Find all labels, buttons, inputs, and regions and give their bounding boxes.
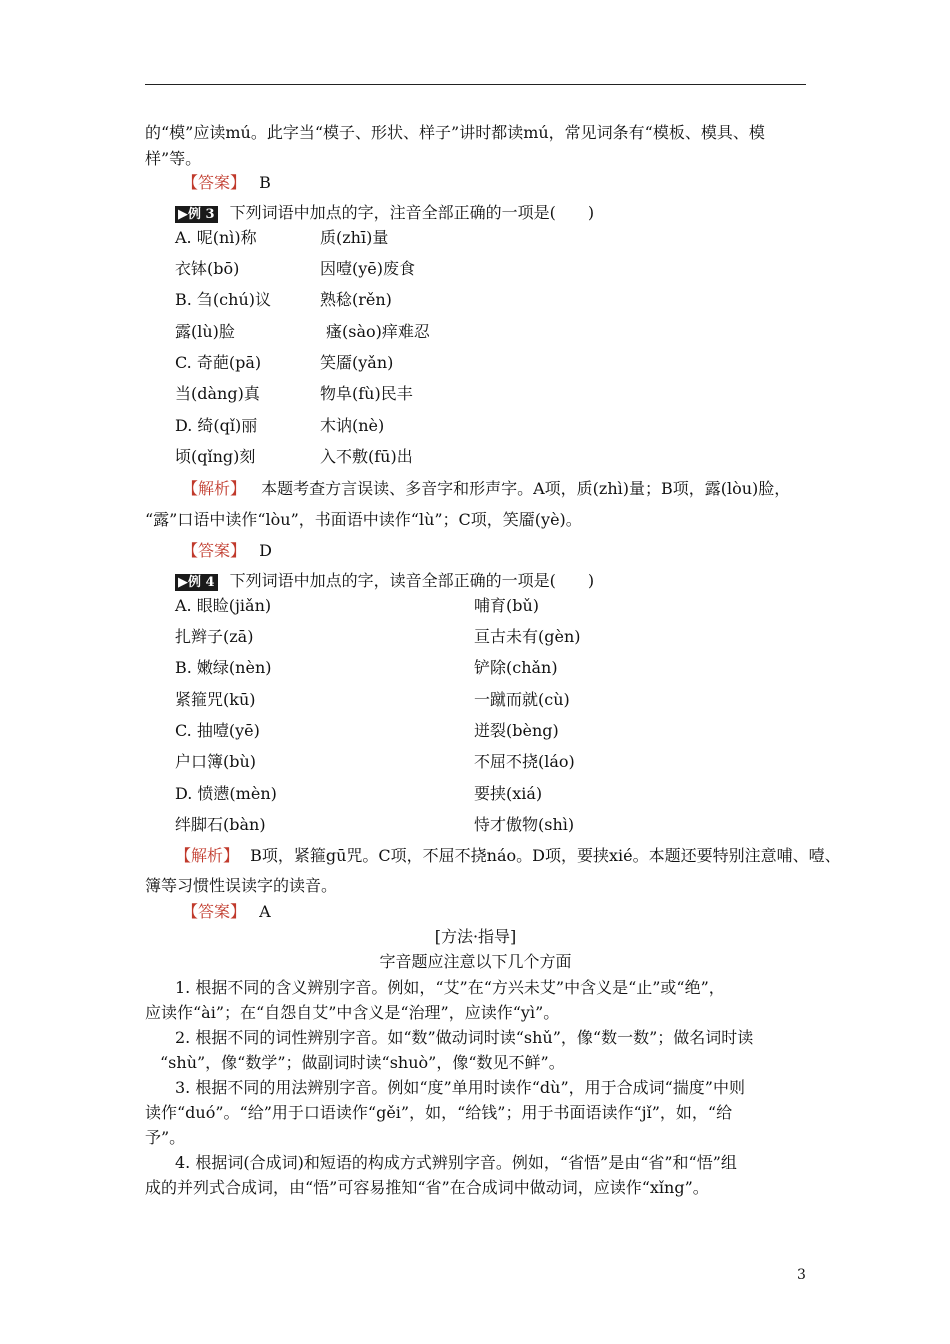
method-p2-line-2: “shù”，像“数学”；做副词时读“shuò”，像“数见不鲜”。: [160, 1053, 565, 1072]
method-title: [方法·指导]: [434, 927, 517, 946]
option-row: A. 呢(nì)称: [175, 228, 257, 247]
answer-value: B: [259, 173, 271, 192]
method-p3-line-2: 读作“duó”。“给”用于口语读作“gěi”，如，“给钱”；用于书面语读作“jǐ”，如，“给: [145, 1103, 733, 1122]
answer-label: 【答案】: [182, 541, 247, 560]
example-badge: ▶例 4: [175, 574, 218, 591]
option-row: 扎辫子(zā): [175, 627, 254, 646]
option-row: D. 愤懑(mèn): [175, 784, 277, 803]
option-row: 当(dàng)真: [175, 384, 260, 403]
option-row: 一蹴而就(cù): [474, 690, 570, 709]
question-text: 下列词语中加点的字，读音全部正确的一项是( ): [229, 571, 595, 590]
question-text: 下列词语中加点的字，注音全部正确的一项是( ): [229, 203, 595, 222]
option-row: 木讷(nè): [320, 416, 385, 435]
option-row: B. 嫩绿(nèn): [175, 658, 272, 677]
option-row: 哺育(bǔ): [474, 596, 540, 615]
option-row: B. 刍(chú)议: [175, 290, 271, 309]
method-p1-line-2: 应读作“ài”；在“自怨自艾”中含义是“治理”，应读作“yì”。: [145, 1003, 560, 1022]
analysis-3-line-1: [182, 479, 790, 499]
method-p4-line-1: 4. 根据词(合成词)和短语的构成方式辨别字音。例如，“省悟”是由“省”和“悟”组: [175, 1153, 737, 1172]
answer-4: [182, 902, 271, 922]
answer-value: A: [259, 902, 271, 921]
option-row: 亘古未有(gèn): [474, 627, 581, 646]
analysis-4-line-2: 簿等习惯性误读字的读音。: [145, 876, 338, 895]
option-row: C. 奇葩(pā): [175, 353, 262, 372]
analysis-4-line-1: [175, 846, 841, 866]
option-row: 衣钵(bō): [175, 259, 240, 278]
option-row: 质(zhī)量: [320, 228, 389, 247]
option-row: 要挟(xiá): [474, 784, 543, 803]
option-row: 熟稔(rěn): [320, 290, 392, 309]
option-row: 紧箍咒(kū): [175, 690, 256, 709]
intro-line-1: 的“模”应读mú。此字当“模子、形状、样子”讲时都读mú，常见词条有“模板、模具、模: [145, 123, 765, 142]
method-p3-line-3: 予”。: [145, 1128, 186, 1147]
option-row: 户口簿(bù): [175, 752, 257, 771]
page-number: 3: [797, 1267, 806, 1283]
option-row: 铲除(chǎn): [474, 658, 558, 677]
option-row: 露(lù)脸: [175, 322, 235, 341]
method-p3-line-1: 3. 根据不同的用法辨别字音。例如“度”单用时读作“dù”，用于合成词“揣度”中则: [175, 1078, 745, 1097]
example-badge: ▶例 3: [175, 206, 218, 223]
option-row: 笑靥(yǎn): [320, 353, 394, 372]
method-p4-line-2: 成的并列式合成词，由“悟”可容易推知“省”在合成词中做动词，应读作“xǐng”。: [145, 1178, 709, 1197]
option-row: 恃才傲物(shì): [474, 815, 575, 834]
example-4-question: [175, 571, 594, 591]
option-row: C. 抽噎(yē): [175, 721, 260, 740]
option-row: 物阜(fù)民丰: [320, 384, 413, 403]
option-row: 顷(qǐng)刻: [175, 447, 256, 466]
answer-label: 【答案】: [182, 173, 247, 192]
answer-2: [182, 173, 271, 193]
answer-value: D: [259, 541, 272, 560]
analysis-3-line-2: “露”口语中读作“lòu”，书面语中读作“lù”；C项，笑靥(yè)。: [145, 510, 582, 529]
example-3-question: [175, 203, 594, 223]
option-row: A. 眼睑(jiǎn): [175, 596, 272, 615]
analysis-text: 本题考查方言误读、多音字和形声字。A项，质(zhì)量；B项，露(lòu)脸，: [261, 479, 791, 498]
option-row: D. 绮(qǐ)丽: [175, 416, 258, 435]
option-row: 迸裂(bèng): [474, 721, 559, 740]
header-rule: [145, 84, 806, 85]
option-row: 不屈不挠(láo): [474, 752, 575, 771]
analysis-label: 【解析】: [175, 846, 240, 865]
method-p1-line-1: 1. 根据不同的含义辨别字音。例如，“艾”在“方兴未艾”中含义是“止”或“绝”，: [175, 978, 725, 997]
answer-label: 【答案】: [182, 902, 247, 921]
option-row: 因噎(yē)废食: [320, 259, 415, 278]
answer-3: [182, 541, 272, 561]
option-row: 绊脚石(bàn): [175, 815, 266, 834]
option-row: 入不敷(fū)出: [320, 447, 413, 466]
option-row: 瘙(sào)痒难忍: [326, 322, 430, 341]
method-p2-line-1: 2. 根据不同的词性辨别字音。如“数”做动词时读“shǔ”，像“数一数”；做名词时读: [175, 1028, 754, 1047]
method-subtitle: 字音题应注意以下几个方面: [379, 952, 572, 971]
analysis-text: B项，紧箍gū咒。C项，不屈不挠náo。D项，要挟xié。本题还要特别注意哺、噎、: [250, 846, 841, 865]
intro-line-2: 样”等。: [145, 149, 202, 168]
analysis-label: 【解析】: [182, 479, 247, 498]
